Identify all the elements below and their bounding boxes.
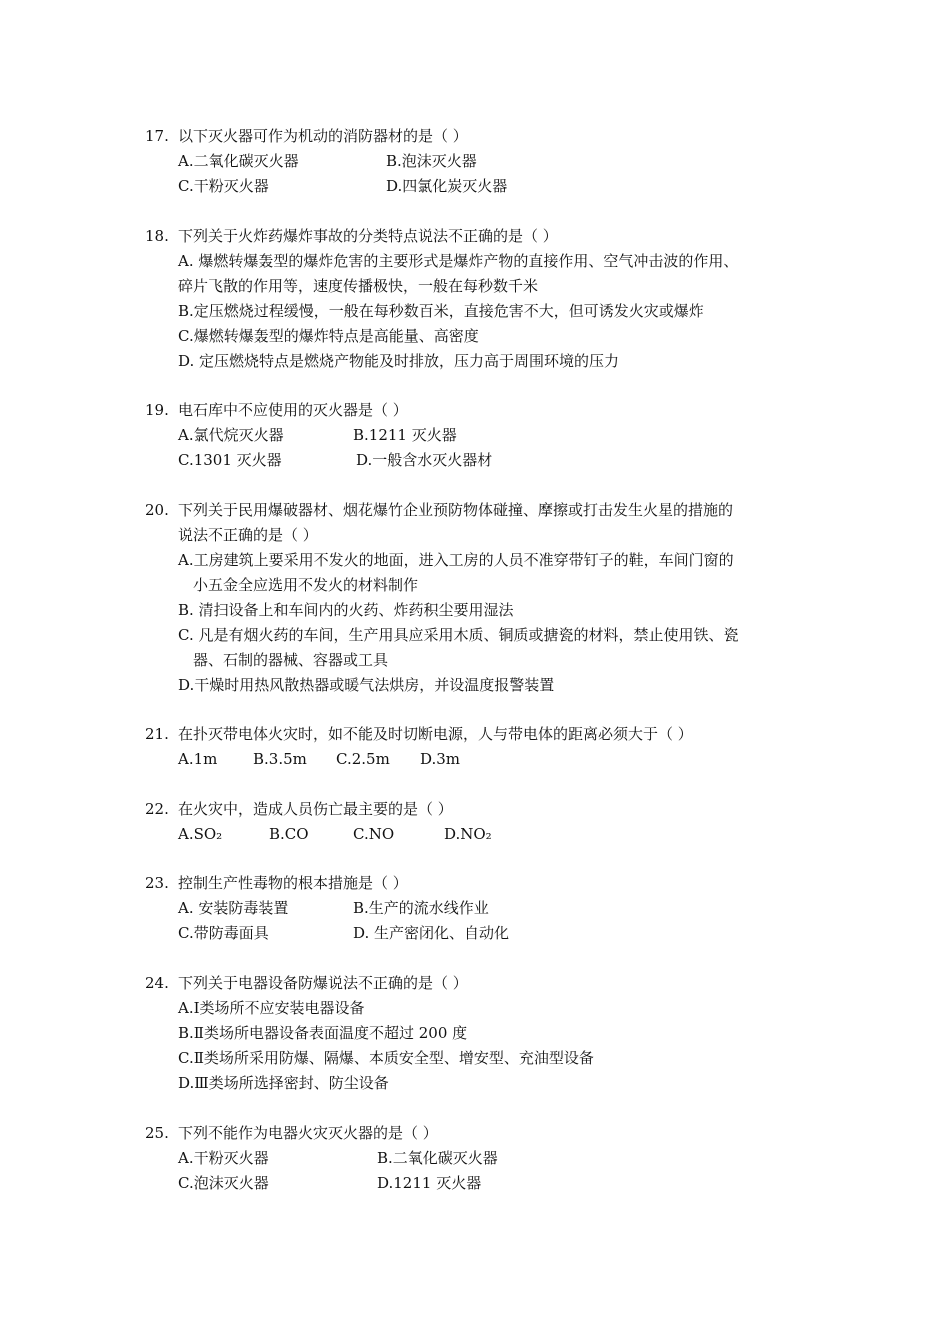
- option-c: C.NO: [353, 825, 395, 843]
- option-d: D.NO₂: [444, 825, 492, 843]
- question-text: 在火灾中，造成人员伤亡最主要的是（ ）: [178, 800, 453, 818]
- question-text: 下列关于电器设备防爆说法不正确的是（ ）: [178, 974, 468, 992]
- question-23: [145, 871, 825, 946]
- option-c: C.泡沫灭火器: [178, 1174, 269, 1192]
- question-text: 以下灭火器可作为机动的消防器材的是（ ）: [178, 127, 468, 145]
- option-c: C.干粉灭火器: [178, 177, 269, 195]
- question-text: 控制生产性毒物的根本措施是（ ）: [178, 874, 408, 892]
- option-a: A.1m: [178, 750, 218, 768]
- question-text: 电石库中不应使用的灭火器是（ ）: [178, 401, 408, 419]
- question-19: [145, 398, 825, 473]
- question-number: 20.: [145, 501, 169, 519]
- option-b: B.CO: [269, 825, 309, 843]
- question-17: [145, 124, 825, 199]
- question-24: [145, 971, 825, 1096]
- question-25: [145, 1121, 825, 1196]
- question-22: [145, 797, 825, 847]
- option-b: B.1211 灭火器: [353, 426, 457, 444]
- option-d: D.1211 灭火器: [377, 1174, 482, 1192]
- option-b: B.泡沫灭火器: [386, 152, 477, 170]
- option-d: D.干燥时用热风散热器或暖气法烘房，并设温度报警装置: [178, 676, 555, 694]
- question-20: [145, 498, 825, 698]
- question-number: 21.: [145, 725, 169, 743]
- option-b: B.生产的流水线作业: [353, 899, 489, 917]
- option-b: B.Ⅱ类场所电器设备表面温度不超过 200 度: [178, 1024, 468, 1042]
- option-c: C. 凡是有烟火药的车间，生产用具应采用木质、铜质或搪瓷的材料，禁止使用铁、瓷: [178, 626, 739, 644]
- option-a: A.氯代烷灭火器: [178, 426, 284, 444]
- option-d: D. 生产密闭化、自动化: [353, 924, 510, 942]
- option-b: B.定压燃烧过程缓慢，一般在每秒数百米，直接危害不大，但可诱发火灾或爆炸: [178, 302, 704, 320]
- option-d: D.Ⅲ类场所选择密封、防尘设备: [178, 1074, 389, 1092]
- option-a: A.Ⅰ类场所不应安装电器设备: [178, 999, 365, 1017]
- option-c: C.2.5m: [336, 750, 390, 768]
- question-number: 22.: [145, 800, 169, 818]
- option-a: A.干粉灭火器: [178, 1149, 269, 1167]
- question-text-continued: 说法不正确的是（ ）: [178, 526, 318, 544]
- option-c: C.1301 灭火器: [178, 451, 282, 469]
- option-c: C.Ⅱ类场所采用防爆、隔爆、本质安全型、增安型、充油型设备: [178, 1049, 594, 1067]
- option-c: C.爆燃转爆轰型的爆炸特点是高能量、高密度: [178, 327, 479, 345]
- question-number: 17.: [145, 127, 169, 145]
- question-number: 18.: [145, 227, 169, 245]
- option-d: D.四氯化炭灭火器: [386, 177, 508, 195]
- option-b: B.3.5m: [253, 750, 307, 768]
- question-number: 25.: [145, 1124, 169, 1142]
- question-text: 下列关于民用爆破器材、烟花爆竹企业预防物体碰撞、摩擦或打击发生火星的措施的: [178, 501, 734, 519]
- option-b: B.二氧化碳灭火器: [377, 1149, 498, 1167]
- question-number: 24.: [145, 974, 169, 992]
- question-number: 23.: [145, 874, 169, 892]
- option-a: A.二氧化碳灭火器: [178, 152, 299, 170]
- option-c: C.带防毒面具: [178, 924, 269, 942]
- question-21: [145, 722, 825, 772]
- option-a: A. 安装防毒装置: [178, 899, 289, 917]
- option-a: A.SO₂: [178, 825, 223, 843]
- option-d: D.3m: [420, 750, 461, 768]
- question-text: 在扑灭带电体火灾时，如不能及时切断电源，人与带电体的距离必须大于（ ）: [178, 725, 693, 743]
- option-b: B. 清扫设备上和车间内的火药、炸药积尘要用湿法: [178, 601, 514, 619]
- option-a-continued: 碎片飞散的作用等，速度传播极快，一般在每秒数千米: [178, 277, 539, 295]
- question-number: 19.: [145, 401, 169, 419]
- question-18: [145, 224, 825, 374]
- option-c-continued: 器、石制的器械、容器或工具: [193, 651, 389, 669]
- question-text: 下列关于火炸药爆炸事故的分类特点说法不正确的是（ ）: [178, 227, 558, 245]
- option-d: D.一般含水灭火器材: [356, 451, 493, 469]
- question-text: 下列不能作为电器火灾灭火器的是（ ）: [178, 1124, 438, 1142]
- option-a-continued: 小五金全应选用不发火的材料制作: [193, 576, 419, 594]
- option-d: D. 定压燃烧特点是燃烧产物能及时排放，压力高于周围环境的压力: [178, 352, 620, 370]
- option-a: A. 爆燃转爆轰型的爆炸危害的主要形式是爆炸产物的直接作用、空气冲击波的作用、: [178, 252, 739, 270]
- option-a: A.工房建筑上要采用不发火的地面，进入工房的人员不准穿带钉子的鞋，车间门窗的: [178, 551, 734, 569]
